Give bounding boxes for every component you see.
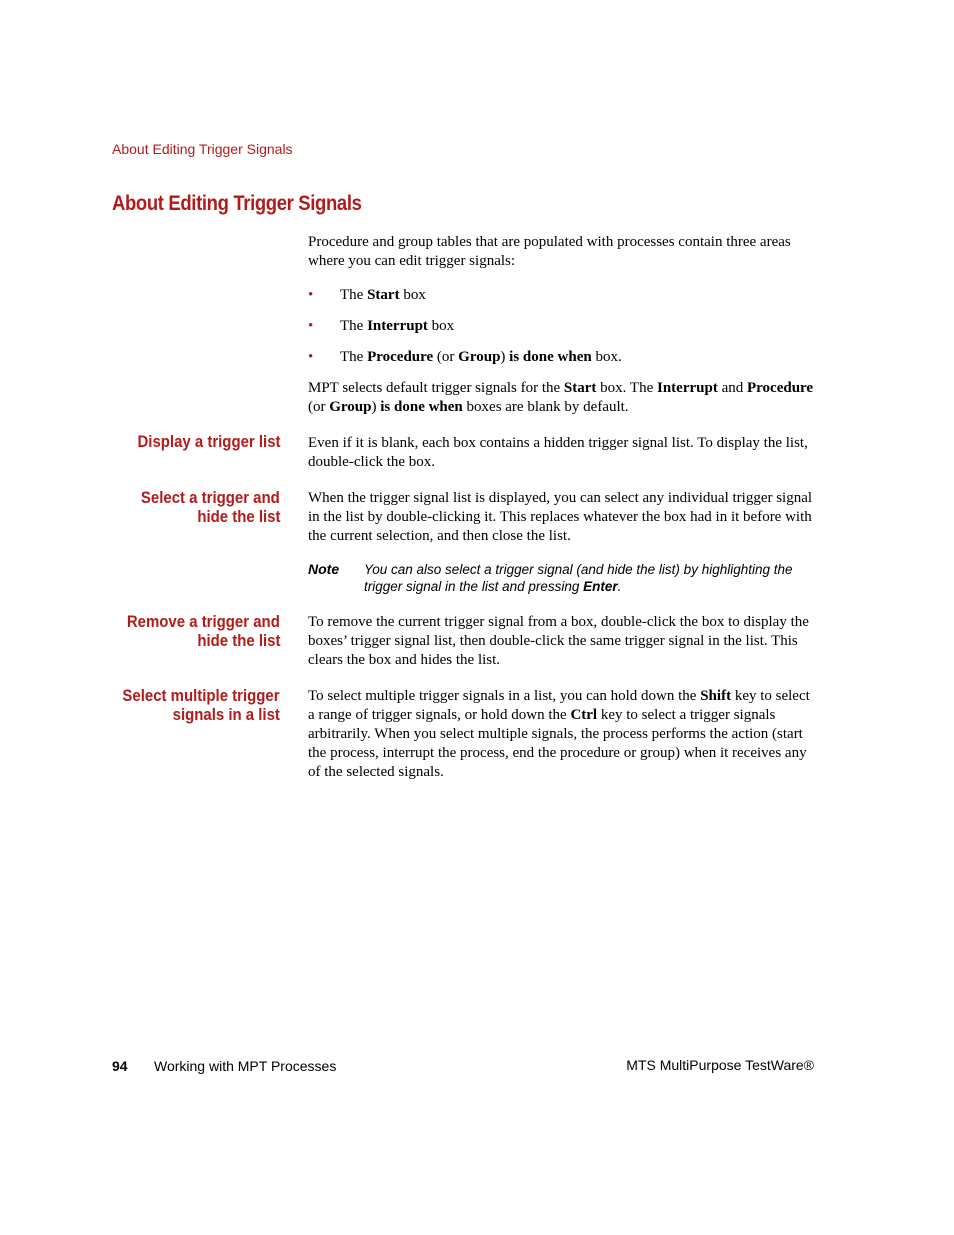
bullet-marker: • bbox=[308, 318, 314, 334]
bullet-marker: • bbox=[308, 349, 314, 365]
intro-paragraph: Procedure and group tables that are populated with processes contain three areas where you can edit trigger signals: bbox=[308, 234, 791, 269]
bullet-text: The Start box bbox=[340, 287, 426, 303]
footer-product: MTS MultiPurpose TestWare® bbox=[626, 1057, 814, 1073]
select-paragraph: When the trigger signal list is displayed, you can select any individual trigger signal in the list by double-clicking it. This replaces whatever the box had in it before with the current selection, and then close the list. bbox=[308, 490, 813, 544]
page-number: 94 bbox=[112, 1058, 128, 1074]
defaults-paragraph: MPT selects default trigger signals for the Start box. The Interrupt and Procedure (or Group) is done when boxes are blank by default. bbox=[308, 380, 814, 415]
side-heading-select: Select a trigger and hide the list bbox=[141, 488, 280, 526]
bullet-text: The Procedure (or Group) is done when box. bbox=[340, 349, 622, 365]
footer-chapter: Working with MPT Processes bbox=[154, 1058, 337, 1074]
side-heading-display: Display a trigger list bbox=[137, 432, 280, 451]
remove-paragraph: To remove the current trigger signal from a box, double-click the box to display the boxes’ trigger signal list, then double-click the same trigger signal in the list. This clears the box and hides the list. bbox=[308, 614, 809, 668]
running-head: About Editing Trigger Signals bbox=[112, 141, 293, 157]
side-heading-multiple: Select multiple trigger signals in a list bbox=[122, 686, 280, 724]
bullet-marker: • bbox=[308, 287, 314, 303]
side-heading-remove: Remove a trigger and hide the list bbox=[127, 612, 280, 650]
display-paragraph: Even if it is blank, each box contains a hidden trigger signal list. To display the list, double-click the box. bbox=[308, 435, 808, 470]
multiple-paragraph: To select multiple trigger signals in a list, you can hold down the Shift key to select a range of trigger signals, or hold down the Ctrl key to select a trigger signals arbitrarily. When you select multiple signals, the process performs the action (start the process, interrupt the process, end the procedure or group) when it receives any of the selected signals. bbox=[308, 688, 810, 780]
note-label: Note bbox=[308, 561, 340, 577]
page-title: About Editing Trigger Signals bbox=[112, 192, 362, 215]
note-text: You can also select a trigger signal (and hide the list) by highlighting the trigger signal in the list and pressing Enter. bbox=[364, 562, 793, 594]
bullet-text: The Interrupt box bbox=[340, 318, 455, 334]
